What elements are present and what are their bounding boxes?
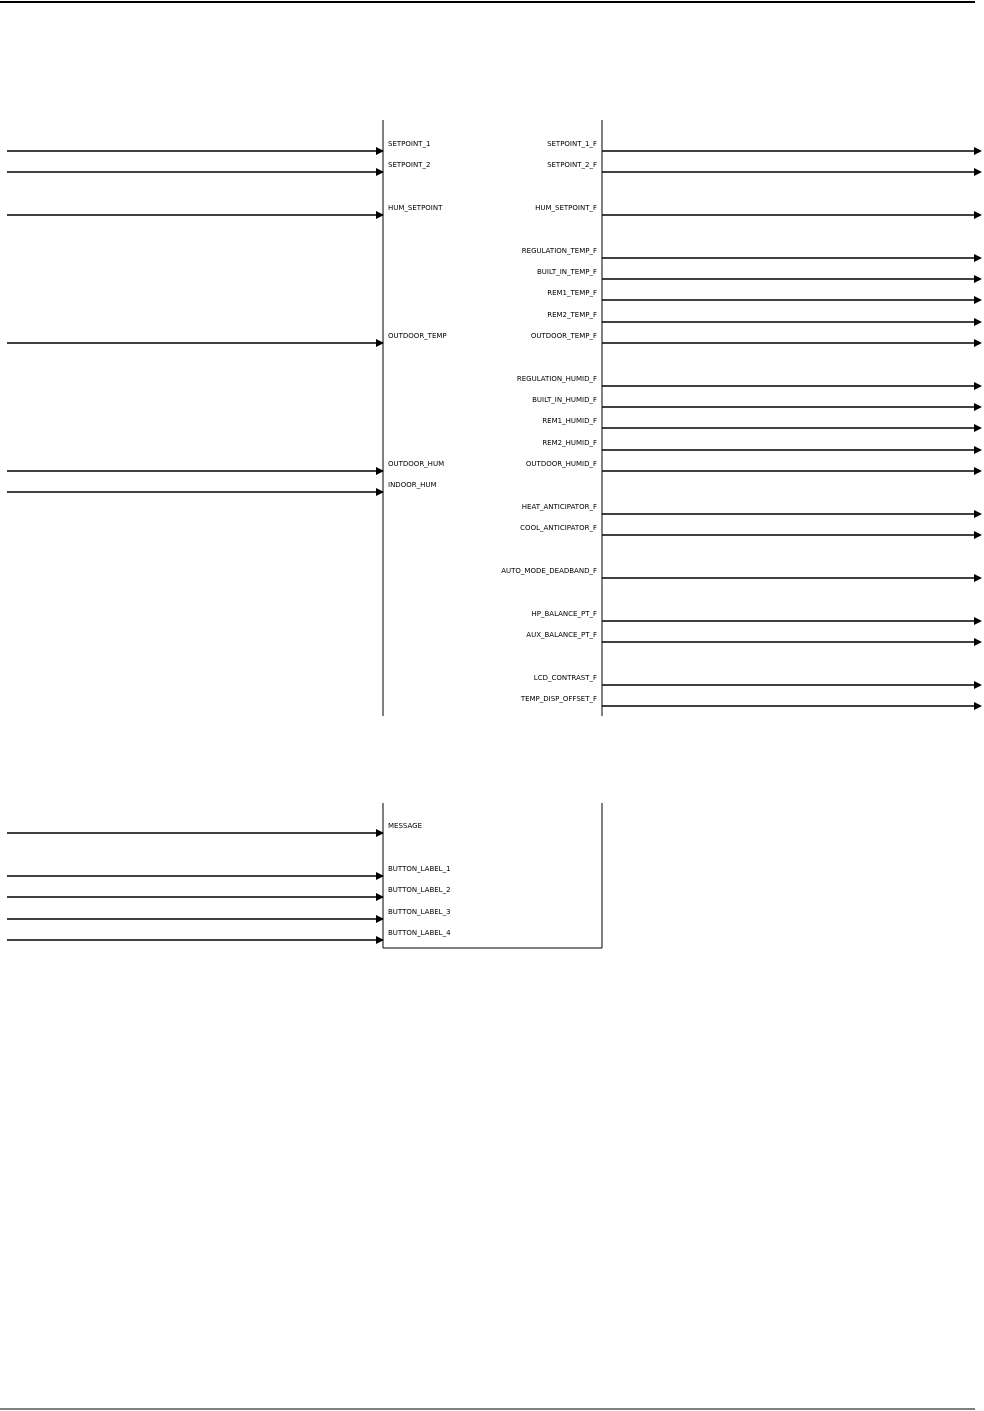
block-2-input-label: BUTTON_LABEL_1 [388, 865, 451, 873]
block-1-output-arrow [974, 467, 982, 475]
block-1-output-label: BUILT_IN_TEMP_F [537, 268, 597, 276]
block-2-input-label: BUTTON_LABEL_2 [388, 886, 451, 894]
block-1-input-label: OUTDOOR_HUM [388, 460, 445, 468]
block-2 [7, 803, 602, 948]
block-2-input-label: MESSAGE [388, 822, 422, 830]
block-1-output-arrow [974, 147, 982, 155]
block-1-output-arrow [974, 318, 982, 326]
block-1-output-label: SETPOINT_1_F [547, 140, 597, 148]
block-1-output-arrow [974, 702, 982, 710]
block-1-output-arrow [974, 211, 982, 219]
block-1-output-label: COOL_ANTICIPATOR_F [520, 524, 597, 532]
block-2-input-label: BUTTON_LABEL_4 [388, 929, 451, 937]
block-1-output-label: AUTO_MODE_DEADBAND_F [501, 567, 597, 575]
block-1 [7, 120, 982, 716]
block-1-output-label: REM1_TEMP_F [547, 289, 597, 297]
block-1-output-label: REGULATION_TEMP_F [521, 247, 597, 255]
block-1-output-arrow [974, 574, 982, 582]
block-1-output-arrow [974, 254, 982, 262]
block-1-input-label: INDOOR_HUM [388, 481, 437, 489]
block-1-output-arrow [974, 510, 982, 518]
block-1-output-label: REM1_HUMID_F [542, 417, 597, 425]
block-1-inputs [7, 140, 447, 496]
block-1-output-label: HEAT_ANTICIPATOR_F [521, 503, 597, 511]
block-1-input-label: OUTDOOR_TEMP [388, 332, 447, 340]
block-1-output-arrow [974, 382, 982, 390]
block-1-output-label: BUILT_IN_HUMID_F [532, 396, 597, 404]
block-1-output-label: REM2_TEMP_F [547, 311, 597, 319]
block-1-output-arrow [974, 617, 982, 625]
block-1-output-label: HP_BALANCE_PT_F [531, 610, 597, 618]
block-1-output-arrow [974, 681, 982, 689]
block-1-output-arrow [974, 296, 982, 304]
block-1-output-label: AUX_BALANCE_PT_F [526, 631, 597, 639]
block-1-output-arrow [974, 531, 982, 539]
block-1-input-label: HUM_SETPOINT [388, 204, 443, 212]
block-1-output-label: REGULATION_HUMID_F [516, 375, 597, 383]
block-1-outputs [501, 140, 982, 710]
block-1-output-label: OUTDOOR_TEMP_F [530, 332, 597, 340]
block-1-output-label: OUTDOOR_HUMID_F [525, 460, 597, 468]
block-1-input-label: SETPOINT_1 [388, 140, 431, 148]
block-1-input-label: SETPOINT_2 [388, 161, 431, 169]
block-1-output-arrow [974, 424, 982, 432]
block-1-output-label: SETPOINT_2_F [547, 161, 597, 169]
block-1-output-arrow [974, 168, 982, 176]
block-2-input-label: BUTTON_LABEL_3 [388, 908, 451, 916]
block-1-output-arrow [974, 446, 982, 454]
block-1-output-label: REM2_HUMID_F [542, 439, 597, 447]
block-1-output-label: HUM_SETPOINT_F [535, 204, 597, 212]
block-1-output-arrow [974, 638, 982, 646]
block-1-output-arrow [974, 403, 982, 411]
block-1-output-arrow [974, 339, 982, 347]
block-1-output-label: TEMP_DISP_OFFSET_F [520, 695, 597, 703]
block-1-output-label: LCD_CONTRAST_F [533, 674, 597, 682]
block-2-inputs [7, 822, 451, 944]
block-1-output-arrow [974, 275, 982, 283]
